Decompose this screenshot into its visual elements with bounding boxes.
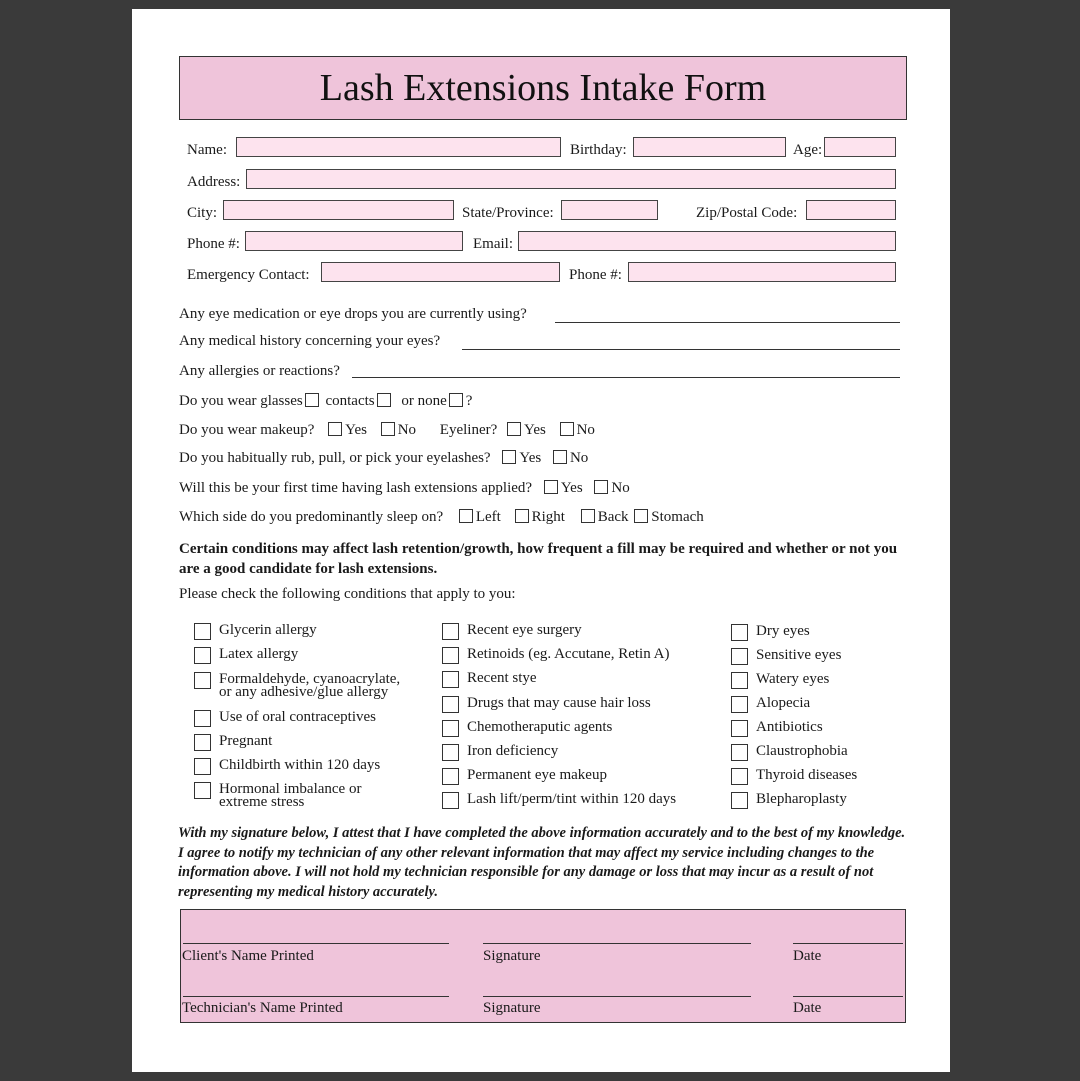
name-label: Name: [187,142,227,158]
eyeliner-label: Eyeliner? [439,422,498,438]
makeup-label: Do you wear makeup? [179,422,315,438]
technician-name-label: Technician's Name Printed [182,1000,343,1016]
birthday-field[interactable] [633,137,786,157]
condition-label: Thyroid diseases [756,767,858,783]
condition-checkbox[interactable] [731,720,748,737]
medication-line[interactable] [555,322,900,323]
contacts-label: contacts [325,393,375,409]
sleep-stomach-label: Stomach [651,509,704,525]
history-question: Any medical history concerning your eyes? [179,333,441,349]
state-label: State/Province: [462,205,554,221]
allergies-line[interactable] [352,377,900,378]
condition-label: Alopecia [756,695,811,711]
sleep-label: Which side do you predominantly sleep on? [179,509,444,525]
emergency-phone-label: Phone #: [569,267,622,283]
rub-yes-checkbox[interactable] [502,450,516,464]
emergency-field[interactable] [321,262,560,282]
condition-label: Drugs that may cause hair loss [467,695,651,711]
history-line[interactable] [462,349,900,350]
first-time-no-label: No [611,480,630,496]
condition-checkbox[interactable] [194,734,211,751]
condition-label: Childbirth within 120 days [219,757,381,773]
client-signature-label: Signature [483,948,541,964]
glasses-label: Do you wear glasses [179,393,303,409]
client-name-label: Client's Name Printed [182,948,314,964]
condition-checkbox[interactable] [194,672,211,689]
condition-checkbox[interactable] [442,623,459,640]
condition-label: Antibiotics [756,719,823,735]
state-field[interactable] [561,200,658,220]
sleep-back-checkbox[interactable] [581,509,595,523]
condition-label: Formaldehyde, cyanoacrylate, [219,671,401,687]
condition-checkbox[interactable] [442,744,459,761]
question-mark: ? [465,393,473,409]
rub-question [179,449,588,467]
sleep-back-label: Back [597,509,629,525]
birthday-label: Birthday: [570,142,627,158]
email-label: Email: [473,236,513,252]
condition-label: Recent stye [467,670,537,686]
condition-label: Watery eyes [756,671,830,687]
rub-no-label: No [569,450,589,466]
sleep-right-label: Right [531,509,565,525]
eyeliner-no-label: No [576,422,595,438]
client-signature-line[interactable] [483,943,751,944]
condition-label: Use of oral contraceptives [219,709,377,725]
condition-checkbox[interactable] [442,647,459,664]
sleep-question [179,508,704,526]
attestation-text: With my signature below, I attest that I have completed the above information accurately and to the best of my knowledge. I agree to notify my technician of any other relevant information that may affect my service including changes to the information above. I will not hold my technician responsible for any damage or loss that may incur as a result of not representing my medical history accurately. [178,825,906,900]
condition-label: Hormonal imbalance or [219,781,362,797]
technician-signature-label: Signature [483,1000,541,1016]
condition-label: Pregnant [219,733,273,749]
age-field[interactable] [824,137,896,157]
condition-checkbox[interactable] [731,744,748,761]
emergency-phone-field[interactable] [628,262,896,282]
condition-checkbox[interactable] [442,696,459,713]
condition-checkbox[interactable] [731,792,748,809]
condition-label: Dry eyes [756,623,810,639]
conditions-note: Certain conditions may affect lash retention/growth, how frequent a fill may be required and whether or not you are a good candidate for lash extensions. [179,541,898,577]
condition-label: Iron deficiency [467,743,559,759]
condition-label: Recent eye surgery [467,622,582,638]
sleep-left-checkbox[interactable] [459,509,473,523]
medication-question: Any eye medication or eye drops you are currently using? [179,306,527,322]
condition-label: Chemotheraputic agents [467,719,613,735]
or-none-label: or none [401,393,447,409]
eyeliner-no-checkbox[interactable] [560,422,574,436]
condition-checkbox[interactable] [442,768,459,785]
condition-label: Retinoids (eg. Accutane, Retin A) [467,646,670,662]
signature-box [180,909,906,1023]
condition-checkbox[interactable] [731,672,748,689]
phone-field[interactable] [245,231,463,251]
phone-label: Phone #: [187,236,240,252]
eyeliner-yes-checkbox[interactable] [507,422,521,436]
none-checkbox[interactable] [449,393,463,407]
first-time-yes-label: Yes [560,480,583,496]
condition-label: Permanent eye makeup [467,767,607,783]
form-title: Lash Extensions Intake Form [179,56,907,120]
makeup-no-checkbox[interactable] [381,422,395,436]
first-time-yes-checkbox[interactable] [544,480,558,494]
condition-checkbox[interactable] [442,720,459,737]
conditions-prompt: Please check the following conditions that apply to you: [179,586,516,602]
first-time-label: Will this be your first time having lash extensions applied? [179,480,533,496]
sleep-left-label: Left [475,509,501,525]
eyeliner-yes-label: Yes [524,422,546,438]
emergency-label: Emergency Contact: [187,267,310,283]
city-label: City: [187,205,218,221]
condition-checkbox[interactable] [731,768,748,785]
condition-label-cont: extreme stress [219,794,305,810]
first-time-question [179,479,630,497]
condition-checkbox[interactable] [442,792,459,809]
condition-label: Lash lift/perm/tint within 120 days [467,791,677,807]
technician-name-line[interactable] [183,996,449,997]
makeup-yes-label: Yes [345,422,367,438]
condition-checkbox[interactable] [194,623,211,640]
technician-date-label: Date [793,1000,822,1016]
client-date-line[interactable] [793,943,903,944]
makeup-question [179,421,595,439]
rub-yes-label: Yes [519,450,542,466]
technician-signature-line[interactable] [483,996,751,997]
rub-label: Do you habitually rub, pull, or pick your eyelashes? [179,450,491,466]
condition-label: Claustrophobia [756,743,848,759]
allergies-question: Any allergies or reactions? [179,363,340,379]
condition-label: Sensitive eyes [756,647,842,663]
condition-label: Glycerin allergy [219,622,317,638]
first-time-no-checkbox[interactable] [594,480,608,494]
sleep-right-checkbox[interactable] [515,509,529,523]
zip-field[interactable] [806,200,896,220]
contacts-checkbox[interactable] [377,393,391,407]
client-date-label: Date [793,948,822,964]
technician-date-line[interactable] [793,996,903,997]
glasses-question [179,392,472,410]
zip-label: Zip/Postal Code: [696,205,798,221]
condition-checkbox[interactable] [194,710,211,727]
condition-checkbox[interactable] [731,624,748,641]
client-name-line[interactable] [183,943,449,944]
address-field[interactable] [246,169,896,189]
age-label: Age: [793,142,823,158]
condition-checkbox[interactable] [194,782,211,799]
sleep-stomach-checkbox[interactable] [634,509,648,523]
condition-checkbox[interactable] [731,648,748,665]
condition-label: Latex allergy [219,646,299,662]
form-page [132,9,950,1072]
address-label: Address: [187,174,241,190]
condition-checkbox[interactable] [442,671,459,688]
name-field[interactable] [236,137,561,157]
condition-checkbox[interactable] [194,758,211,775]
makeup-yes-checkbox[interactable] [328,422,342,436]
email-field[interactable] [518,231,896,251]
condition-checkbox[interactable] [194,647,211,664]
condition-label: Blepharoplasty [756,791,847,807]
glasses-checkbox[interactable] [305,393,319,407]
condition-label-cont: or any adhesive/glue allergy [219,684,389,700]
condition-checkbox[interactable] [731,696,748,713]
makeup-no-label: No [397,422,417,438]
rub-no-checkbox[interactable] [553,450,567,464]
city-field[interactable] [223,200,454,220]
